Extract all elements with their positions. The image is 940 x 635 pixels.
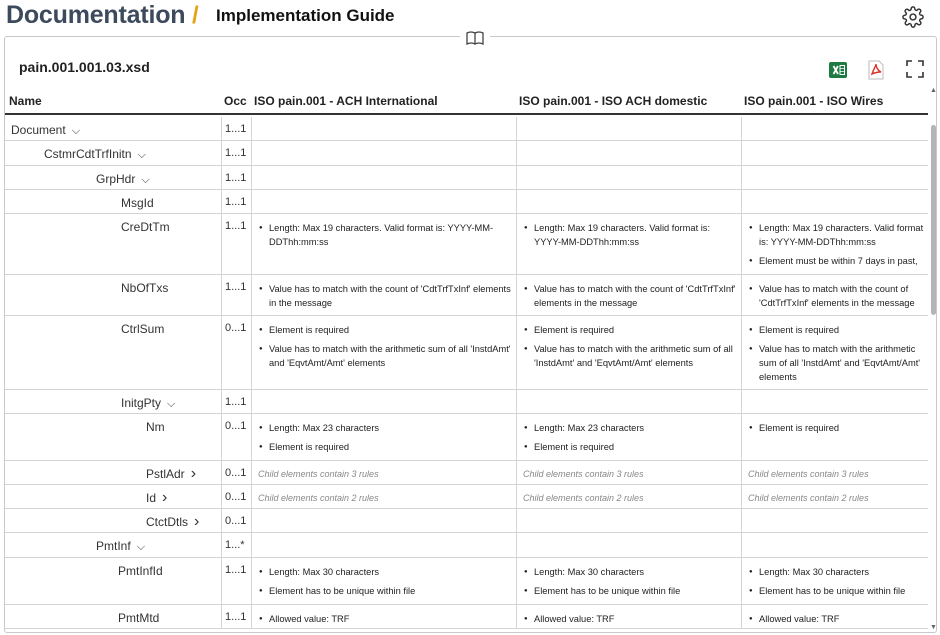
column-header-ach-international[interactable]: ISO pain.001 - ACH International (254, 94, 438, 108)
element-name[interactable] (146, 515, 199, 529)
rules-cell-ach-domestic (516, 117, 741, 140)
table-row (5, 190, 928, 214)
rules-cell-ach-domestic (516, 461, 741, 484)
name-cell (5, 533, 221, 557)
rule-list (259, 612, 512, 631)
occurrence-cell (221, 275, 251, 315)
gear-icon[interactable] (902, 6, 924, 28)
element-name-label: Document (11, 123, 66, 137)
occurrence-value: 0...1 (225, 322, 247, 334)
occurrence-value: 0...1 (225, 491, 247, 503)
table-row (5, 117, 928, 141)
element-name-label: CstmrCdtTrfInitn (44, 147, 132, 161)
element-name (121, 220, 170, 234)
element-name-label: Id (146, 491, 157, 505)
name-cell (5, 166, 221, 189)
chevron-down-icon[interactable]: ⌵ (71, 125, 81, 137)
rule-item: ● Element is required (524, 323, 737, 337)
rules-cell-ach-international (251, 605, 516, 628)
rule-item: ● Element is required (749, 421, 924, 435)
fullscreen-icon[interactable] (906, 60, 924, 78)
element-name-label: CreDtTm (121, 220, 170, 234)
rules-cell-ach-international (251, 316, 516, 389)
occurrence-value: 1...* (225, 539, 245, 551)
scrollbar-thumb[interactable] (931, 125, 936, 315)
rules-cell-ach-domestic (516, 414, 741, 460)
rule-list (524, 612, 737, 631)
rule-item: ● Value has to match with the arithmetic sum of all 'InstdAmt' and 'EqvtAmt/Amt' elements (524, 342, 737, 370)
occurrence-value: 0...1 (225, 420, 247, 432)
table-row (5, 558, 928, 605)
name-cell (5, 141, 221, 165)
occurrence-value: 1...1 (225, 123, 247, 135)
rule-item: ● Value has to match with the count of 'CdtTrfTxInf' elements in the message (749, 282, 924, 310)
occurrence-value: 0...1 (225, 515, 247, 527)
rule-list (259, 565, 512, 603)
name-cell (5, 316, 221, 389)
column-header-name[interactable]: Name (9, 94, 42, 108)
element-name-label: InitgPty (121, 396, 162, 410)
chevron-down-icon[interactable]: ⌵ (137, 149, 146, 161)
rule-item: ● Length: Max 19 characters. Valid format is: YYYY-MM-DDThh:mm:ss (524, 221, 737, 249)
page-title: Implementation Guide (216, 6, 395, 25)
pdf-export-icon[interactable] (867, 60, 885, 80)
rules-cell-ach-domestic (516, 605, 741, 628)
occurrence-value: 1...1 (225, 611, 247, 623)
element-name (121, 281, 168, 295)
chevron-down-icon[interactable]: ⌵ (141, 174, 150, 186)
column-header-ach-domestic[interactable]: ISO pain.001 - ISO ACH domestic (519, 94, 708, 108)
scroll-up-icon[interactable]: ▲ (930, 87, 937, 94)
element-name (118, 611, 159, 625)
occurrence-value: 1...1 (225, 172, 247, 184)
rule-list (259, 282, 512, 315)
child-rules-summary[interactable]: Child elements contain 2 rules (748, 493, 869, 503)
element-name (118, 564, 163, 578)
rule-list (524, 565, 737, 603)
rule-list (524, 221, 737, 254)
child-rules-summary[interactable]: Child elements contain 2 rules (523, 493, 644, 503)
rule-item: ● Element is required (259, 440, 512, 454)
rules-cell-ach-domestic (516, 390, 741, 413)
rule-list (749, 221, 924, 273)
chevron-down-icon[interactable]: ⌵ (136, 541, 146, 553)
rule-list (259, 323, 512, 375)
child-rules-summary[interactable]: Child elements contain 3 rules (523, 469, 644, 479)
occurrence-value: 1...1 (225, 281, 247, 293)
rules-cell-ach-domestic (516, 166, 741, 189)
rules-cell-ach-international (251, 117, 516, 140)
rules-cell-ach-domestic (516, 533, 741, 557)
element-name (146, 420, 165, 434)
chevron-right-icon[interactable]: › (162, 489, 168, 506)
rule-item: ● Element must be within 7 days in past, (749, 254, 924, 268)
child-rules-summary[interactable]: Child elements contain 3 rules (748, 469, 869, 479)
occurrence-cell (221, 605, 251, 628)
name-cell (5, 558, 221, 604)
rules-cell-ach-international (251, 558, 516, 604)
rules-cell-ach-international (251, 190, 516, 213)
rules-cell-wires (741, 316, 928, 389)
occurrence-cell (221, 390, 251, 413)
rules-cell-ach-international (251, 275, 516, 315)
table-row (5, 166, 928, 190)
rules-cell-ach-domestic (516, 558, 741, 604)
file-title: pain.001.001.03.xsd (19, 59, 150, 75)
rules-cell-wires (741, 509, 928, 532)
rules-cell-wires (741, 390, 928, 413)
occurrence-value: 1...1 (225, 396, 247, 408)
name-cell (5, 485, 221, 508)
rule-item: ● Length: Max 19 characters. Valid format is: YYYY-MM-DDThh:mm:ss (259, 221, 512, 249)
occurrence-cell (221, 509, 251, 532)
occurrence-cell (221, 141, 251, 165)
rule-item: ● Allowed value: TRF (524, 612, 737, 626)
element-name-label: PstlAdr (146, 467, 185, 481)
element-name-label: MsgId (121, 196, 154, 210)
rule-item: ● Length: Max 30 characters (749, 565, 924, 579)
element-name[interactable] (44, 147, 146, 162)
occurrence-value: 1...1 (225, 196, 247, 208)
element-name-label: PmtInf (96, 539, 131, 553)
rules-cell-wires (741, 275, 928, 315)
occurrence-cell (221, 117, 251, 140)
table-row (5, 316, 928, 390)
rules-cell-ach-domestic (516, 509, 741, 532)
element-name-label: GrpHdr (96, 172, 136, 186)
implementation-guide-panel (4, 36, 937, 633)
rules-cell-wires (741, 558, 928, 604)
rules-cell-ach-international (251, 390, 516, 413)
table-row (5, 390, 928, 414)
name-cell (5, 390, 221, 413)
rule-item: ● Element has to be unique within file (259, 584, 512, 598)
rules-cell-wires (741, 117, 928, 140)
rule-item: ● Element is required (524, 440, 737, 454)
occurrence-cell (221, 190, 251, 213)
rule-item: ● Length: Max 30 characters (259, 565, 512, 579)
rules-cell-ach-international (251, 509, 516, 532)
rules-cell-ach-domestic (516, 141, 741, 165)
rule-list (524, 323, 737, 375)
rules-cell-wires (741, 190, 928, 213)
element-name-label: CtrlSum (121, 322, 165, 336)
element-name (121, 322, 164, 336)
element-name-label: NbOfTxs (121, 281, 169, 295)
occurrence-cell (221, 414, 251, 460)
child-rules-summary[interactable]: Child elements contain 2 rules (258, 493, 379, 503)
rule-item: ● Value has to match with the count of 'CdtTrfTxInf' elements in the message (524, 282, 737, 310)
name-cell (5, 117, 221, 140)
rule-item: ● Allowed value: TRF (749, 612, 924, 626)
name-cell (5, 275, 221, 315)
element-name[interactable] (11, 123, 80, 138)
occurrence-cell (221, 166, 251, 189)
element-name-label: PmtMtd (118, 611, 160, 625)
rules-cell-ach-international (251, 461, 516, 484)
table-row (5, 509, 928, 533)
rule-item: ● Element has to be unique within file (524, 584, 737, 598)
rules-cell-wires (741, 461, 928, 484)
chevron-right-icon[interactable]: › (190, 465, 197, 482)
rule-list (749, 565, 924, 603)
rule-list (749, 282, 924, 315)
rule-list (259, 421, 512, 459)
rule-list (524, 421, 737, 459)
rule-item: ● Value has to match with the arithmetic sum of all 'InstdAmt' and 'EqvtAmt/Amt' elements (259, 342, 512, 370)
breadcrumb-root[interactable]: Documentation (6, 1, 186, 29)
column-header-wires[interactable]: ISO pain.001 - ISO Wires (744, 94, 884, 108)
chevron-right-icon[interactable]: › (194, 513, 200, 530)
scroll-down-icon[interactable]: ▼ (930, 624, 937, 631)
rule-item: ● Length: Max 23 characters (259, 421, 512, 435)
occurrence-cell (221, 316, 251, 389)
rule-item: ● Length: Max 19 characters. Valid format is: YYYY-MM-DDThh:mm:ss (749, 221, 924, 249)
breadcrumb-separator: / (192, 2, 199, 29)
rule-item: ● Value has to match with the arithmetic sum of all 'InstdAmt' and 'EqvtAmt/Amt' elements (749, 342, 924, 384)
vertical-scrollbar[interactable] (930, 85, 937, 631)
occurrence-cell (221, 461, 251, 484)
occurrence-cell (221, 485, 251, 508)
rules-cell-ach-international (251, 141, 516, 165)
rules-cell-ach-international (251, 214, 516, 274)
rule-item: ● Element has to be unique within file (749, 584, 924, 598)
rule-list (749, 612, 924, 631)
rule-item: ● Length: Max 23 characters (524, 421, 737, 435)
occurrence-cell (221, 558, 251, 604)
rule-list (749, 323, 924, 389)
rule-item: ● Allowed value: TRF (259, 612, 512, 626)
rules-cell-wires (741, 214, 928, 274)
table-row (5, 275, 928, 316)
element-name[interactable] (96, 539, 145, 554)
rules-cell-ach-domestic (516, 190, 741, 213)
occurrence-cell (221, 214, 251, 274)
element-name-label: CtctDtls (146, 515, 188, 529)
occurrence-value: 1...1 (225, 220, 247, 232)
rules-table (5, 85, 928, 631)
element-name[interactable] (96, 172, 150, 187)
rules-cell-wires (741, 141, 928, 165)
table-row (5, 461, 928, 485)
rules-cell-ach-domestic (516, 316, 741, 389)
rules-cell-wires (741, 485, 928, 508)
rule-item: ● Element is required (749, 323, 924, 337)
rules-cell-wires (741, 414, 928, 460)
rules-cell-ach-international (251, 533, 516, 557)
rule-item: ● Value has to match with the count of 'CdtTrfTxInf' elements in the message (259, 282, 512, 310)
table-row (5, 414, 928, 461)
table-header (5, 85, 928, 115)
occurrence-value: 0...1 (225, 467, 247, 479)
table-row (5, 141, 928, 166)
occurrence-value: 1...1 (225, 564, 247, 576)
name-cell (5, 414, 221, 460)
rule-list (749, 421, 924, 440)
rule-list (259, 221, 512, 254)
rules-cell-ach-international (251, 485, 516, 508)
element-name[interactable] (146, 491, 167, 505)
rules-cell-wires (741, 533, 928, 557)
book-icon[interactable] (460, 28, 490, 48)
rule-list (524, 282, 737, 315)
element-name[interactable] (146, 467, 196, 481)
rules-cell-wires (741, 605, 928, 628)
rules-cell-ach-domestic (516, 485, 741, 508)
name-cell (5, 190, 221, 213)
table-row (5, 214, 928, 275)
rules-cell-wires (741, 166, 928, 189)
rules-cell-ach-international (251, 414, 516, 460)
rules-cell-ach-domestic (516, 214, 741, 274)
name-cell (5, 461, 221, 484)
element-name (121, 196, 154, 210)
child-rules-summary[interactable]: Child elements contain 3 rules (258, 469, 379, 479)
table-row (5, 485, 928, 509)
rules-cell-ach-international (251, 166, 516, 189)
occurrence-cell (221, 533, 251, 557)
rule-item: ● Length: Max 30 characters (524, 565, 737, 579)
element-name-label: Nm (146, 420, 165, 434)
element-name[interactable] (121, 396, 175, 411)
excel-export-icon[interactable] (829, 61, 847, 79)
column-header-occ[interactable]: Occ (224, 94, 247, 108)
table-row (5, 533, 928, 558)
name-cell (5, 214, 221, 274)
name-cell (5, 605, 221, 628)
table-row (5, 605, 928, 629)
chevron-down-icon[interactable]: ⌵ (167, 398, 176, 410)
rule-item: ● Element is required (259, 323, 512, 337)
name-cell (5, 509, 221, 532)
rules-cell-ach-domestic (516, 275, 741, 315)
element-name-label: PmtInfId (118, 564, 163, 578)
occurrence-value: 1...1 (225, 147, 247, 159)
